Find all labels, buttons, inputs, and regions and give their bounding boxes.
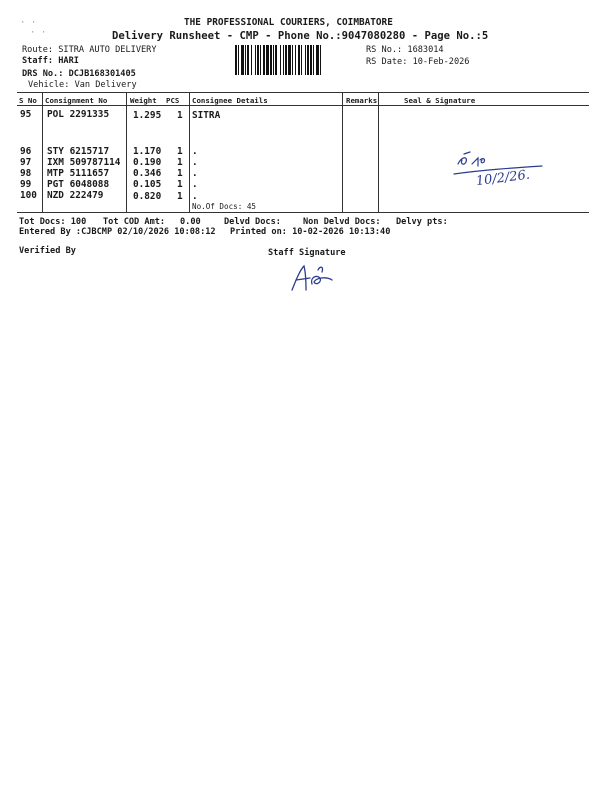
row-consignment: STY 6215717: [47, 146, 110, 157]
tot-docs: Tot Docs: 100: [19, 217, 87, 227]
column-divider: [126, 92, 127, 212]
row-weight: 0.190: [133, 157, 162, 168]
row-consignee: .: [192, 179, 198, 190]
column-divider: [342, 92, 343, 212]
column-divider: [189, 92, 190, 212]
row-pcs: 1: [177, 168, 183, 179]
row-consignee: .: [192, 168, 198, 179]
header-remarks: Remarks: [346, 96, 378, 105]
verified-by: Verified By: [19, 246, 76, 256]
delvd-docs: Delvd Docs:: [224, 217, 281, 227]
row-pcs: 1: [177, 146, 183, 157]
row-sno: 97: [20, 157, 32, 168]
row-consignment: MTP 5111657: [47, 168, 110, 179]
staff-label: Staff: HARI: [22, 56, 79, 66]
column-divider: [378, 92, 379, 212]
row-consignee: .: [192, 146, 198, 157]
row-sno: 96: [20, 146, 32, 157]
row-weight: 0.820: [133, 191, 162, 202]
row-consignment: PGT 6048088: [47, 179, 110, 190]
drs-number: DRS No.: DCJB168301405: [22, 69, 136, 79]
header-consignee: Consignee Details: [192, 96, 268, 105]
entered-by: Entered By :CJBCMP 02/10/2026 10:08:12: [19, 227, 216, 237]
delvy-pts: Delvy pts:: [396, 217, 448, 227]
header-seal-signature: Seal & Signature: [404, 96, 476, 105]
scan-mark: · ·: [20, 18, 37, 28]
runsheet-subtitle: Delivery Runsheet - CMP - Phone No.:9047080280 - Page No.:5: [112, 30, 489, 42]
row-sno: 98: [20, 168, 32, 179]
scan-mark: · ·: [30, 28, 47, 38]
row-sno: 100: [20, 190, 37, 201]
tot-cod-value: 0.00: [180, 217, 201, 227]
row-consignee: .: [192, 157, 198, 168]
header-pcs: PCS: [166, 96, 180, 105]
row-pcs: 1: [177, 110, 183, 121]
table-bottom-border: [17, 212, 589, 213]
staff-signature: [286, 262, 342, 294]
row-weight: 0.346: [133, 168, 162, 179]
table-top-border: [17, 92, 589, 93]
non-delvd-docs: Non Delvd Docs:: [303, 217, 381, 227]
header-weight: Weight: [130, 96, 157, 105]
barcode: [235, 45, 361, 75]
row-consignment: POL 2291335: [47, 109, 110, 120]
row-pcs: 1: [177, 179, 183, 190]
route-label: Route: SITRA AUTO DELIVERY: [22, 45, 157, 55]
row-consignee: .: [192, 191, 198, 202]
company-title: THE PROFESSIONAL COURIERS, COIMBATORE: [184, 17, 393, 28]
row-consignee: SITRA: [192, 110, 221, 121]
row-pcs: 1: [177, 157, 183, 168]
no-of-docs: No.Of Docs: 45: [192, 202, 257, 211]
rs-number: RS No.: 1683014: [366, 45, 444, 55]
row-consignment: IXM 509787114: [47, 157, 121, 168]
row-sno: 99: [20, 179, 32, 190]
printed-on: Printed on: 10-02-2026 10:13:40: [230, 227, 391, 237]
handwritten-date: 10/2/26.: [475, 167, 531, 190]
header-consignment: Consignment No: [45, 96, 108, 105]
header-sno: S No: [19, 96, 37, 105]
column-divider: [42, 92, 43, 212]
table-header-border: [17, 105, 589, 106]
staff-signature-label: Staff Signature: [268, 248, 346, 258]
row-weight: 1.170: [133, 146, 162, 157]
tot-cod-label: Tot COD Amt:: [103, 217, 166, 227]
row-consignment: NZD 222479: [47, 190, 104, 201]
row-weight: 0.105: [133, 179, 162, 190]
row-weight: 1.295: [133, 110, 162, 121]
handwritten-seal-note: [452, 150, 556, 190]
row-sno: 95: [20, 109, 32, 120]
vehicle-label: Vehicle: Van Delivery: [28, 80, 137, 90]
rs-date: RS Date: 10-Feb-2026: [366, 57, 470, 67]
row-pcs: 1: [177, 191, 183, 202]
